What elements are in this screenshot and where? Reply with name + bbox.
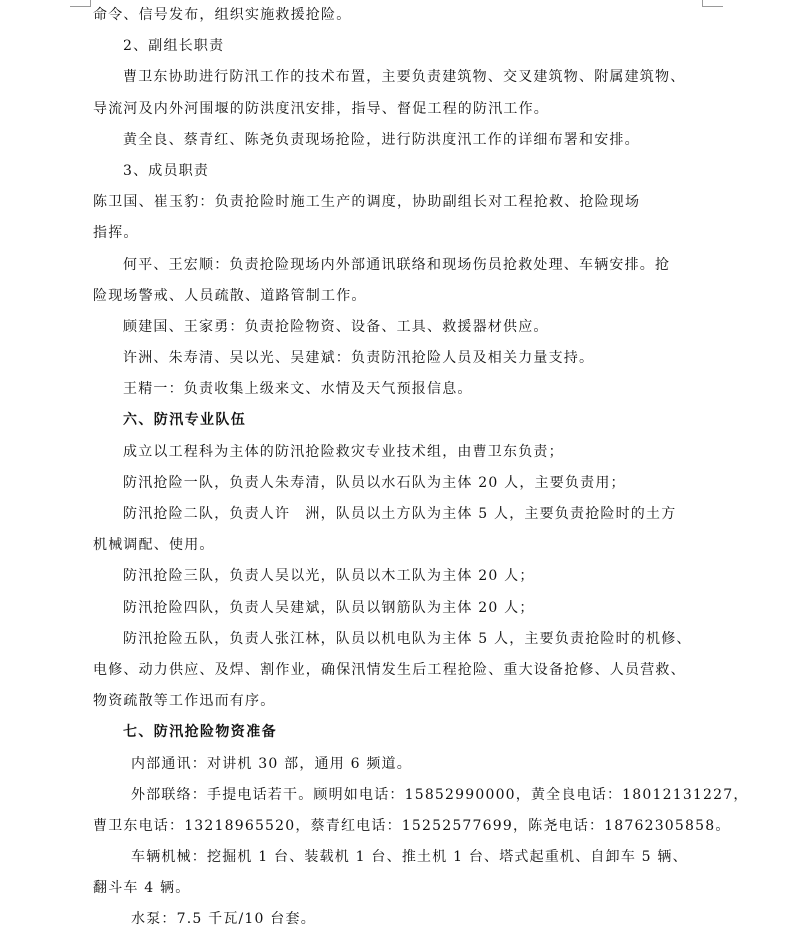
text-line: 防汛抢险一队，负责人朱寿清，队员以水石队为主体 20 人，主要负责用； [123, 474, 626, 491]
text-line: 翻斗车 4 辆。 [93, 880, 191, 897]
text-line: 指挥。 [93, 225, 139, 242]
text-line: 物资疏散等工作迅而有序。 [93, 693, 276, 710]
right-margin-corner-mark [702, 0, 723, 7]
text-line: 电修、动力供应、及焊、割作业，确保汛情发生后工程抢险、重大设备抢修、人员营救、 [93, 661, 686, 678]
text-line: 3、成员职责 [123, 162, 210, 179]
text-line: 外部联络：手提电话若干。顾明如电话：15852990000，黄全良电话：18012131227， [131, 786, 749, 803]
text-line: 成立以工程科为主体的防汛抢险救灾专业技术组，由曹卫东负责； [123, 443, 564, 460]
text-line: 2、副组长职责 [123, 38, 225, 55]
text-line: 王精一：负责收集上级来文、水情及天气预报信息。 [123, 381, 473, 398]
section-heading: 七、防汛抢险物资准备 [123, 724, 277, 741]
text-line: 曹卫东电话：13218965520，蔡青红电话：15252577699，陈尧电话：18762305858。 [93, 817, 731, 834]
text-line: 防汛抢险五队，负责人张江林，队员以机电队为主体 5 人，主要负责抢险时的机修、 [123, 630, 692, 647]
text-line: 防汛抢险三队，负责人吴以光，队员以木工队为主体 20 人； [123, 568, 535, 585]
text-line: 水泵：7.5 千瓦/10 台套。 [131, 911, 316, 928]
text-line: 机械调配、使用。 [93, 537, 215, 554]
text-line: 导流河及内外河围堰的防洪度汛安排，指导、督促工程的防汛工作。 [93, 100, 549, 117]
text-line: 曹卫东协助进行防汛工作的技术布置，主要负责建筑物、交叉建筑物、附属建筑物、 [123, 69, 686, 86]
text-line: 险现场警戒、人员疏散、道路管制工作。 [93, 287, 367, 304]
document-body [93, 0, 749, 936]
text-line: 陈卫国、崔玉豹：负责抢险时施工生产的调度，协助副组长对工程抢救、抢险现场 [93, 194, 641, 211]
text-line: 车辆机械：挖掘机 1 台、装载机 1 台、推土机 1 台、塔式起重机、自卸车 5 辆、 [131, 849, 688, 866]
text-line: 防汛抢险二队，负责人许 洲，队员以土方队为主体 5 人，主要负责抢险时的土方 [123, 506, 677, 522]
section-heading: 六、防汛专业队伍 [123, 412, 247, 429]
text-line: 顾建国、王家勇：负责抢险物资、设备、工具、救援器材供应。 [123, 318, 549, 335]
text-line: 防汛抢险四队，负责人吴建斌，队员以钢筋队为主体 20 人； [123, 599, 535, 616]
left-margin-corner-mark [70, 0, 91, 7]
text-line: 内部通讯：对讲机 30 部，通用 6 频道。 [131, 755, 412, 772]
text-line: 命令、信号发布，组织实施救援抢险。 [93, 7, 352, 23]
text-line: 何平、王宏顺：负责抢险现场内外部通讯联络和现场伤员抢救处理、车辆安排。抢 [123, 256, 671, 273]
text-line: 许洲、朱寿清、吴以光、吴建斌：负责防汛抢险人员及相关力量支持。 [123, 350, 595, 367]
text-line: 黄全良、蔡青红、陈尧负责现场抢险，进行防洪度汛工作的详细布署和安排。 [123, 131, 640, 148]
